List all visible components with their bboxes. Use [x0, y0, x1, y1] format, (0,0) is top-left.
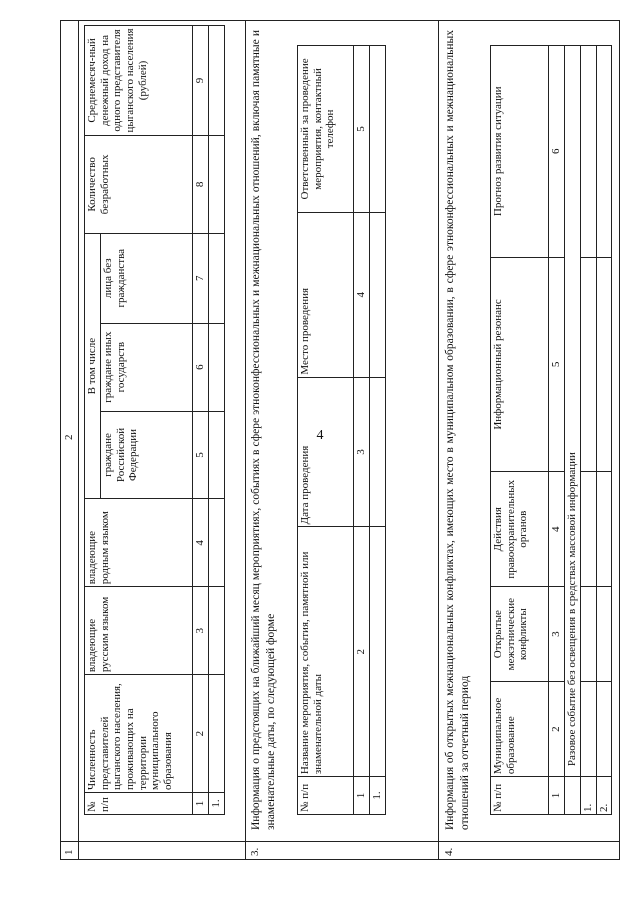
- conflicts-table: [490, 45, 612, 815]
- t4-col-number: 4: [549, 472, 565, 587]
- t1-row-number: 1.: [209, 793, 225, 815]
- t1-header-unemployed: Количество безработных: [85, 135, 193, 233]
- t4-col-number: 6: [549, 46, 565, 258]
- t3-header: Место проведения: [298, 212, 354, 377]
- frame-cell-2-number: 2: [63, 434, 75, 440]
- t1-col-number: 7: [193, 233, 209, 323]
- table-row: [209, 26, 225, 815]
- t4-header: Муниципальное образование: [491, 682, 549, 777]
- t4-col-number: 1: [549, 777, 565, 815]
- t1-col-number: 1: [193, 793, 209, 815]
- t1-col-number: 8: [193, 135, 209, 233]
- t1-col-number: 6: [193, 323, 209, 411]
- t1-header-stateless: лица без гражданства: [101, 233, 193, 323]
- t1-header-native: владеющие родным языком: [85, 499, 193, 587]
- t1-numbers-row: [193, 26, 209, 815]
- t1-col-number: 9: [193, 26, 209, 136]
- rotated-page-content: [60, 20, 620, 860]
- t3-col-number: 2: [354, 527, 370, 777]
- t1-header-in-number: В том числе: [85, 233, 101, 499]
- t3-col-number: 4: [354, 212, 370, 377]
- events-table: [297, 45, 386, 815]
- table-row: [370, 46, 386, 815]
- t3-col-number: 3: [354, 377, 370, 527]
- t1-header-no: № п/п: [85, 793, 193, 815]
- table-row: [596, 46, 612, 815]
- t1-col-number: 4: [193, 499, 209, 587]
- t4-col-number: 5: [549, 257, 565, 472]
- t4-col-number: 3: [549, 587, 565, 682]
- t4-row-number: 2.: [596, 777, 612, 815]
- t4-header: Открытые межэтнические конфликты: [491, 587, 549, 682]
- section-3-text: Информация о предстоящих на ближайший месяц мероприятиях, событиях в сфере этноконфессиональных и межнациональных отношений, включая памятные и знаменательные даты, по следующей форме: [250, 30, 277, 830]
- frame-divider-4: [438, 20, 439, 860]
- t3-header: Название мероприятия, события, памятной или знаменательной даты: [298, 527, 354, 777]
- t3-header: Дата проведения: [298, 377, 354, 527]
- t4-header: № п/п: [491, 777, 549, 815]
- t1-header-income: Среднемесяч-ный денежный доход на одного представителя цыганского населения (рублей): [85, 26, 193, 136]
- t3-row-number: 1.: [370, 777, 386, 815]
- frame-cell-1-number: 1: [63, 849, 75, 855]
- t4-header: Информационный резонанс: [491, 257, 549, 472]
- t1-header-population: Численность представителей цыганского населения, проживающих на территории муниципального образования: [85, 675, 193, 793]
- t1-header-russian: владеющие русским языком: [85, 587, 193, 675]
- section-4-text: Информация об открытых межнациональных конфликтах, имеющих место в муниципальном образовании, в сфере этноконфессиональных и межнациональных отношений за отчетный период: [444, 30, 471, 830]
- population-table: [84, 25, 225, 815]
- frame-header-line: [78, 20, 79, 860]
- frame-divider-3: [245, 20, 246, 860]
- t1-col-number: 5: [193, 411, 209, 499]
- t3-header: № п/п: [298, 777, 354, 815]
- t3-col-number: 5: [354, 46, 370, 213]
- t1-header-citizens-rf: граждане Российской Федерации: [101, 411, 193, 499]
- t1-header-citizens-other: граждане иных государств: [101, 323, 193, 411]
- page-number: 4: [316, 428, 324, 443]
- t4-header: Прогноз развития ситуации: [491, 46, 549, 258]
- t4-header: Действия правоохранительных органов: [491, 472, 549, 587]
- t4-col-number: 2: [549, 682, 565, 777]
- t3-col-number: 1: [354, 777, 370, 815]
- section-4-number: 4.: [443, 847, 455, 856]
- t3-header: Ответственный за проведение мероприятия, контактный телефон: [298, 46, 354, 213]
- t4-row-number: 1.: [581, 777, 597, 815]
- t1-col-number: 3: [193, 587, 209, 675]
- t1-col-number: 2: [193, 675, 209, 793]
- section-3-number: 3.: [249, 847, 261, 856]
- table-row: [581, 46, 597, 815]
- t4-merged-row: Разовое событие без освещения в средствах массовой информации: [565, 46, 581, 777]
- frame-column-line: [60, 841, 620, 842]
